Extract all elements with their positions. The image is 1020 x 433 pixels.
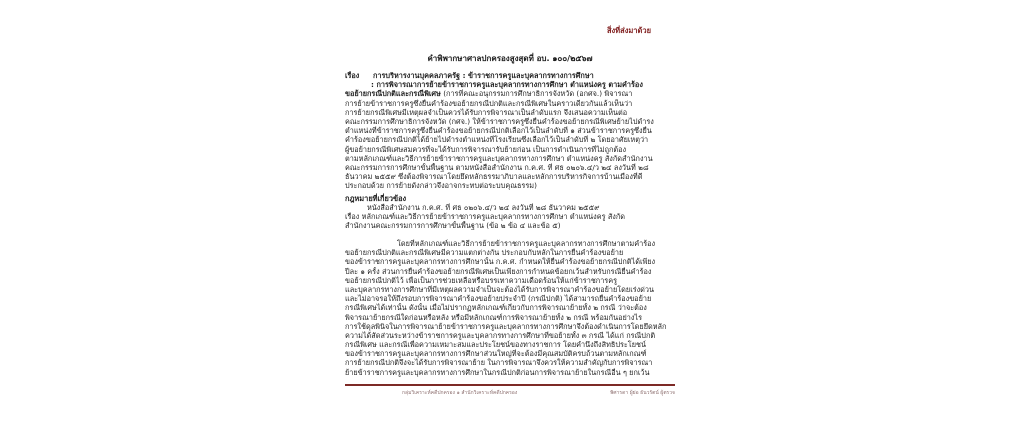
attachment-label: สิ่งที่ส่งมาด้วย bbox=[606, 26, 651, 35]
subject-line bbox=[345, 80, 675, 89]
text-line: ขอย้ายกรณีปกติไว้ เพื่อเป็นการช่วยเหลือหรือบรรเทาความเดือดร้อนให้แก่ข้าราชการครู bbox=[345, 275, 618, 285]
subject-line1-text: การบริหารงานบุคคลภาครัฐ : ข้าราชการครูและบุคลากรทางการศึกษา bbox=[373, 71, 594, 80]
footer-rule bbox=[345, 384, 675, 386]
document-page bbox=[345, 0, 675, 433]
text-line: กรณีพิเศษได้เท่านั้น ดังนั้น เมื่อไม่ปรากฏหลักเกณฑ์เกี่ยวกับการพิจารณาย้ายทั้ง ๒ กรณี ว่าจะต้อง bbox=[345, 303, 647, 313]
footer-author-credit: พิศารดา ผู้ย่อ ธันวรัตน์ ผู้ตรวจ bbox=[610, 390, 675, 396]
related-laws-heading: กฎหมายที่เกี่ยวข้อง bbox=[345, 194, 407, 203]
subject-body-paragraph bbox=[345, 99, 675, 191]
text-line: ของข้าราชการครูและบุคลากรทางการศึกษาส่วนใหญ่ที่จะต้องมีคุณสมบัติครบถ้วนตามหลักเกณฑ์ bbox=[345, 349, 647, 359]
text-line: และไม่อาจรอให้ถึงรอบการพิจารณาคำร้องขอย้ายประจำปี (กรณีปกติ) ได้สามารถยื่นคำร้องขอย้าย bbox=[345, 294, 652, 304]
text-line: กรณีพิเศษ และกรณีเพื่อความเหมาะสมและประโยชน์ของทางราชการ โดยคำนึงถึงสิทธิประโยชน์ bbox=[345, 340, 646, 350]
text-line: คณะกรรมการการศึกษาขั้นพื้นฐาน ตามหนังสือสำนักงาน ก.ค.ศ. ที่ ศธ ๐๒๐๖.๔/ว ๒๔ ลงวันที่ ๒๘ bbox=[345, 162, 649, 172]
text-line: การใช้ดุลพินิจในการพิจารณาย้ายข้าราชการครูและบุคลากรทางการศึกษาจึงต้องดำเนินการโดยยึดหลัก bbox=[345, 321, 667, 331]
text-line: คณะกรรมการศึกษาธิการจังหวัด (กศจ.) ให้ข้าราชการครูซึ่งยื่นคำร้องขอย้ายกรณีพิเศษย้ายไปดำรง bbox=[345, 116, 654, 126]
text-line: โดยที่หลักเกณฑ์และวิธีการย้ายข้าราชการครูและบุคลากรทางการศึกษาตามคำร้อง bbox=[397, 239, 656, 248]
related-laws-paragraph bbox=[345, 203, 675, 231]
text-line: ของข้าราชการครูและบุคลากรทางการศึกษานั้น ก.ค.ศ. กำหนดให้ยื่นคำร้องขอย้ายกรณีปกติได้เพียง bbox=[345, 257, 656, 267]
text-line: การย้ายข้าราชการครูซึ่งยื่นคำร้องขอย้ายกรณีปกติและกรณีพิเศษในคราวเดียวกันแล้วเห็นว่า bbox=[345, 98, 633, 108]
subject-label: เรื่อง bbox=[345, 71, 360, 80]
footer-unit-credit: กลุ่มวิเคราะห์คดีปกครอง ๑ สำนักวิเคราะห์คดีปกครอง bbox=[402, 390, 518, 396]
subject-line bbox=[345, 71, 675, 80]
body-paragraph bbox=[345, 239, 675, 377]
subject-block bbox=[345, 71, 675, 190]
subject-line3-rest-text: (การที่คณะอนุกรรมการศึกษาธิการจังหวัด (อกศจ.) พิจารณา bbox=[440, 89, 633, 99]
text-line: ขอย้ายกรณีปกติและกรณีพิเศษมีความแตกต่างกัน ประกอบกับหลักในการยื่นคำร้องขอย้าย bbox=[345, 248, 624, 258]
text-line: ความได้สัดส่วนระหว่างข้าราชการครูและบุคลากรทางการศึกษาที่ขอย้ายทั้ง ๓ กรณี ได้แก่ กรณีปกติ bbox=[345, 330, 656, 340]
text-line: ตามหลักเกณฑ์และวิธีการย้ายข้าราชการครูและบุคลากรทางการศึกษา ตำแหน่งครู สังกัดสำนักงาน bbox=[345, 153, 653, 163]
text-line: และบุคลากรทางการศึกษาที่มีเหตุผลความจำเป็นจะต้องได้รับการพิจารณาคำร้องขอย้ายโดยเร่งด่วน bbox=[345, 284, 654, 294]
text-line: พิจารณาย้ายกรณีใดก่อนหรือหลัง หรือมีหลักเกณฑ์การพิจารณาย้ายทั้ง ๒ กรณี พร้อมกันอย่างไร bbox=[345, 312, 642, 322]
text-line: เรื่อง หลักเกณฑ์และวิธีการย้ายข้าราชการครูและบุคลากรทางการศึกษา ตำแหน่งครู สังกัด bbox=[345, 212, 626, 222]
subject-line3-bold-text: ขอย้ายกรณีปกติและกรณีพิเศษ bbox=[345, 89, 441, 99]
text-line: สำนักงานคณะกรรมการการศึกษาขั้นพื้นฐาน (ข้อ ๒ ข้อ ๔ และข้อ ๕) bbox=[345, 221, 561, 231]
text-line: ย้ายข้าราชการครูและบุคลากรทางการศึกษาในกรณีปกติก่อนการพิจารณาย้ายในกรณีอื่น ๆ ยกเว้น bbox=[345, 367, 650, 377]
text-line: การย้ายกรณีปกติจึงจะได้รับการพิจารณาย้าย ในการพิจารณาจึงควรให้ความสำคัญกับการพิจารณา bbox=[345, 358, 653, 368]
text-line: คำร้องขอย้ายกรณีปกติได้ย้ายไปดำรงตำแหน่งที่โรงเรียนซึ่งเลือกไว้เป็นลำดับที่ ๒ โดยอาศัยเหตุว่า bbox=[345, 135, 649, 145]
text-line: ปีละ ๑ ครั้ง ส่วนการยื่นคำร้องขอย้ายกรณีพิเศษเป็นเพียงการกำหนดข้อยกเว้นสำหรับกรณียื่นคำร้อง bbox=[345, 266, 652, 276]
text-line: การย้ายกรณีพิเศษมีเหตุผลจำเป็นควรได้รับการพิจารณาเป็นลำดับแรก จึงเสนอความเห็นต่อ bbox=[345, 107, 628, 117]
judgment-title: คำพิพากษาศาลปกครองสูงสุดที่ อบ. ๑๐๐/๒๕๖๗ bbox=[427, 54, 593, 63]
text-line: ตำแหน่งที่ข้าราชการครูซึ่งยื่นคำร้องขอย้ายกรณีปกติเลือกไว้เป็นลำดับที่ ๑ ส่วนข้าราชการครูซึ่งยื่น bbox=[345, 126, 652, 136]
subject-line bbox=[345, 89, 675, 98]
text-line: หนังสือสำนักงาน ก.ค.ศ. ที่ ศธ ๐๒๐๖.๔/ว ๒๔ ลงวันที่ ๒๘ ธันวาคม ๒๕๕๙ bbox=[367, 203, 600, 212]
text-line: ประกอบด้วย การย้ายดังกล่าวจึงอาจกระทบต่อระบบคุณธรรม) bbox=[345, 181, 537, 191]
text-line: ผู้ขอย้ายกรณีพิเศษสมควรที่จะได้รับการพิจารณารับย้ายก่อน เป็นการดำเนินการที่ไม่ถูกต้อง bbox=[345, 144, 627, 154]
subject-line2-text: : การพิจารณาการย้ายข้าราชการครูและบุคลากรทางการศึกษา ตำแหน่งครู ตามคำร้อง bbox=[371, 80, 643, 90]
text-line: ธันวาคม ๒๕๕๙ ซึ่งต้องพิจารณาโดยยึดหลักธรรมาภิบาลและหลักการบริหารกิจการบ้านเมืองที่ดี bbox=[345, 172, 643, 182]
